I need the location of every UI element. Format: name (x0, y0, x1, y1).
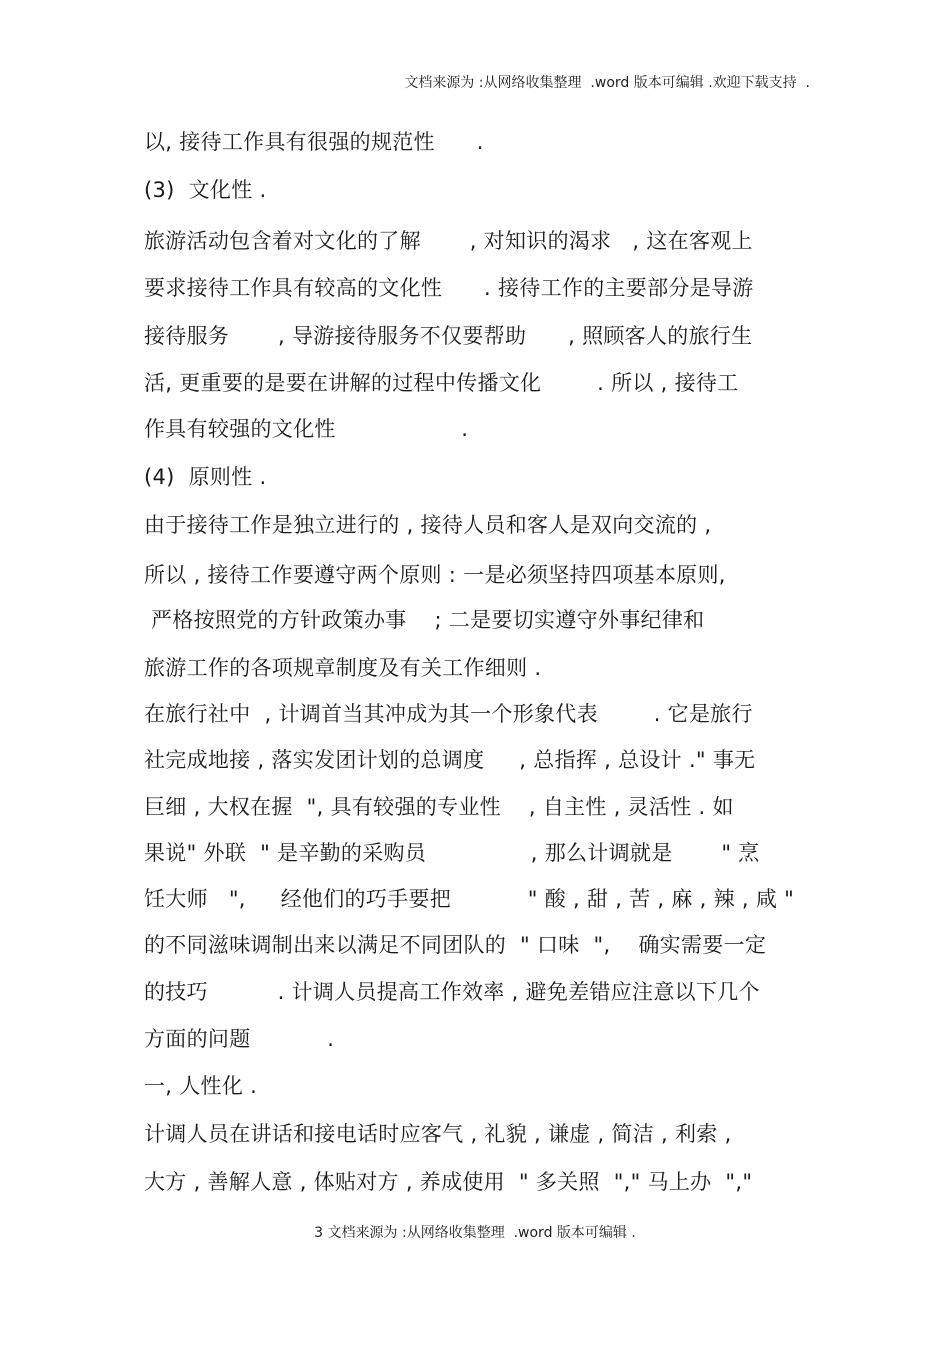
text-line: 果说" 外联 " 是辛勤的采购员 , 那么计调就是 " 烹 (144, 841, 760, 865)
text-line: 饪大师 ", 经他们的巧手要把 " 酸 , 甜 , 苦 , 麻 , 辣 , 咸 " (144, 887, 795, 911)
text-line: 所以 , 接待工作要遵守两个原则 : 一是必须坚持四项基本原则, (144, 563, 726, 587)
text-line: 方面的问题 . (144, 1027, 335, 1051)
text-line: 作具有较强的文化性 . (144, 417, 469, 441)
text-line: 接待服务 , 导游接待服务不仅要帮助 , 照顾客人的旅行生 (144, 324, 753, 348)
text-line: 大方 , 善解人意 , 体贴对方 , 养成使用 " 多关照 "," 马上办 "," (144, 1170, 753, 1194)
text-line: 由于接待工作是独立进行的 , 接待人员和客人是双向交流的 , (144, 513, 712, 537)
text-line: 严格按照党的方针政策办事 ; 二是要切实遵守外事纪律和 (144, 608, 705, 632)
text-line: 一, 人性化 . (144, 1074, 258, 1098)
page-header: 文档来源为 :从网络收集整理 .word 版本可编辑 .欢迎下载支持 . (404, 75, 810, 91)
text-line: 以, 接待工作具有很强的规范性 . (144, 130, 484, 154)
text-line: 巨细 , 大权在握 ", 具有较强的专业性 , 自主性 , 灵活性 . 如 (144, 795, 734, 819)
text-line: (3) 文化性 . (144, 178, 267, 202)
text-line: (4) 原则性 . (144, 465, 267, 489)
text-line: 旅游活动包含着对文化的了解 , 对知识的渴求 , 这在客观上 (144, 229, 753, 253)
text-line: 的技巧 . 计调人员提高工作效率 , 避免差错应注意以下几个 (144, 980, 760, 1004)
text-line: 计调人员在讲话和接电话时应客气 , 礼貌 , 谦虚 , 简洁 , 利索 , (144, 1122, 732, 1146)
page-footer: 3 文档来源为 :从网络收集整理 .word 版本可编辑 . (314, 1225, 636, 1241)
text-line: 在旅行社中 , 计调首当其冲成为其一个形象代表 . 它是旅行 (144, 702, 753, 726)
text-line: 活, 更重要的是要在讲解的过程中传播文化 . 所以 , 接待工 (144, 371, 739, 395)
text-line: 社完成地接 , 落实发团计划的总调度 , 总指挥 , 总设计 ." 事无 (144, 748, 756, 772)
text-line: 旅游工作的各项规章制度及有关工作细则 . (144, 656, 542, 680)
text-line: 要求接待工作具有较高的文化性 . 接待工作的主要部分是导游 (144, 276, 754, 300)
text-line: 的不同滋味调制出来以满足不同团队的 " 口味 ", 确实需要一定 (144, 933, 767, 957)
